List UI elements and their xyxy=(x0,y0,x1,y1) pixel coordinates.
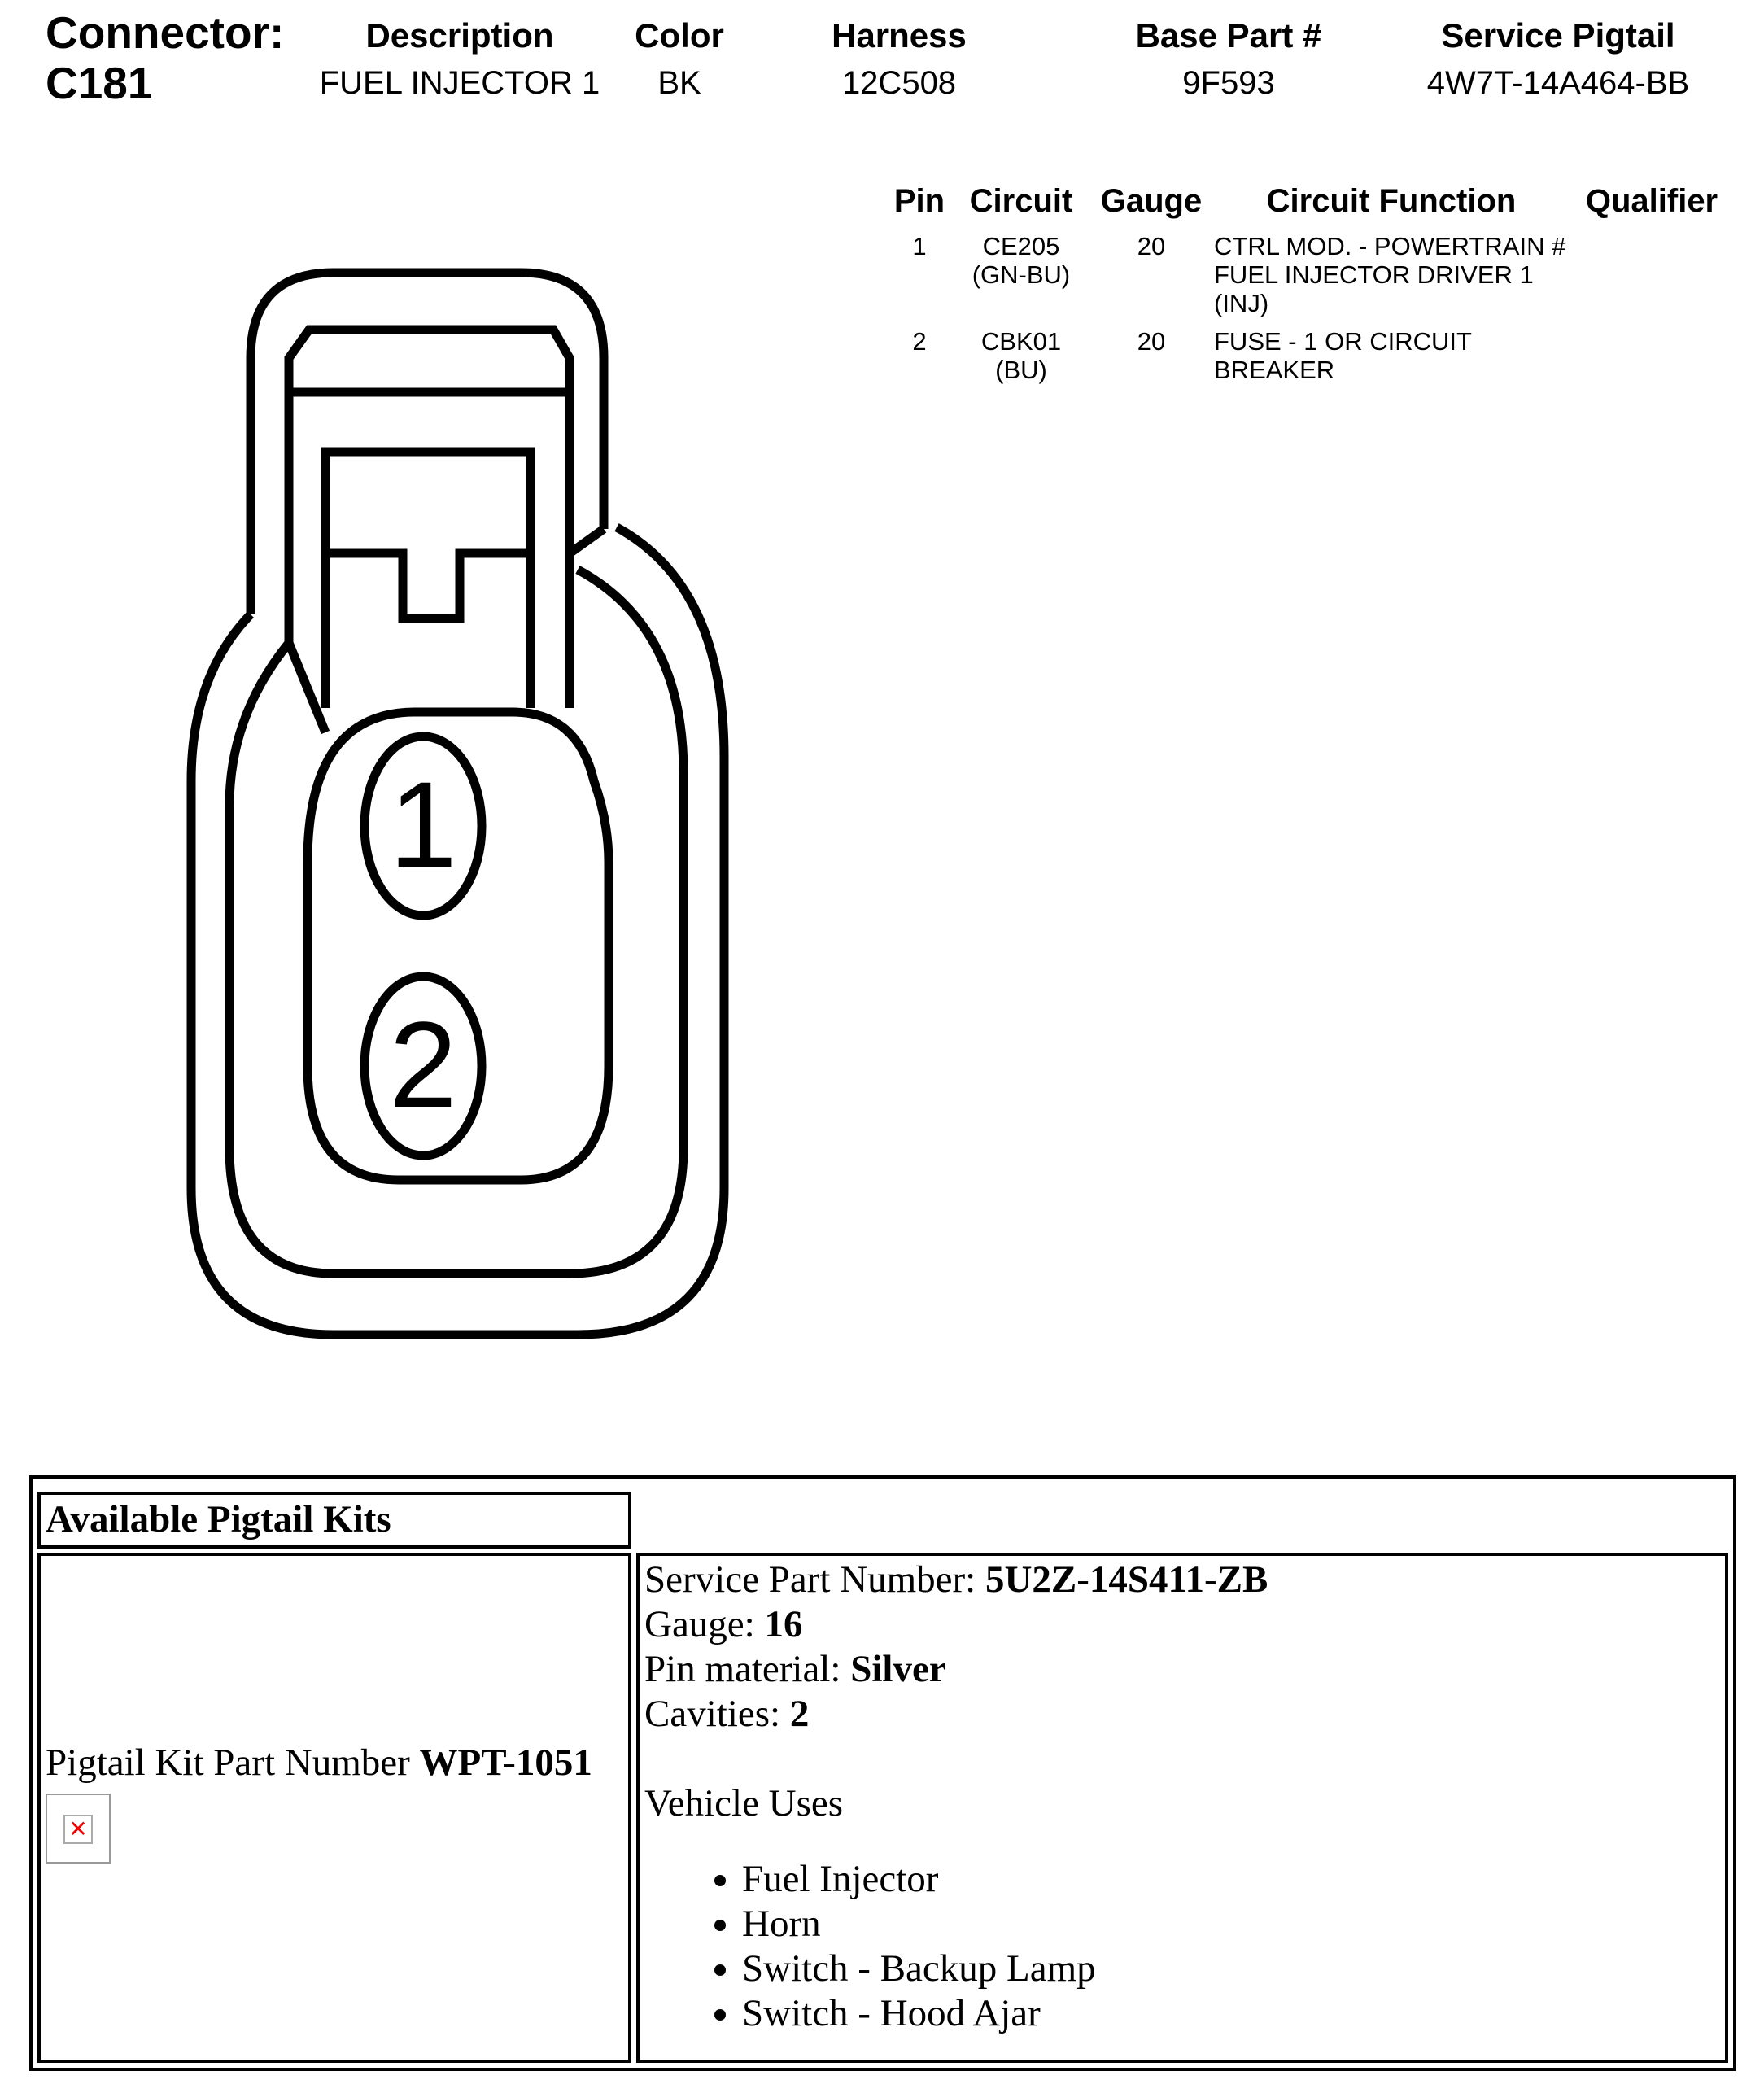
pin-cavity-housing xyxy=(308,712,609,1180)
gauge-value: 16 xyxy=(764,1603,803,1645)
list-item: • Switch - Hood Ajar xyxy=(742,1991,1096,2036)
pigtail-kit-label: Pigtail Kit Part Number xyxy=(46,1741,410,1784)
service-part-line xyxy=(644,1558,1268,1602)
pigtail-kit-line xyxy=(46,1741,592,1785)
header-value: 4W7T-14A464-BB xyxy=(1426,65,1690,101)
vehicle-uses-list xyxy=(644,1857,1096,2036)
pigtail-title-cell xyxy=(37,1492,631,1549)
pigtail-kit-number: WPT-1051 xyxy=(419,1741,592,1784)
qualifier-header: Qualifier xyxy=(1585,183,1718,219)
header-value: FUEL INJECTOR 1 xyxy=(319,65,600,101)
circuit-id: CBK01 xyxy=(980,327,1062,356)
pin-number: 1 xyxy=(912,232,927,260)
gauge-cell: 20 xyxy=(1137,327,1166,356)
circuit-cell xyxy=(960,327,1082,384)
gauge-line xyxy=(644,1602,802,1647)
list-item: • Horn xyxy=(742,1902,1096,1947)
connector-right-shell xyxy=(191,527,724,1335)
cavity-2-label: 2 xyxy=(389,996,457,1133)
pin-material-value: Silver xyxy=(850,1648,946,1690)
connector-face-diagram xyxy=(0,0,814,1383)
latch-tab xyxy=(325,553,531,618)
header-col-harness xyxy=(781,16,1017,102)
cavities-label: Cavities: xyxy=(644,1693,781,1735)
connector-outer-housing xyxy=(251,273,604,614)
header-col-base-part xyxy=(1098,16,1359,102)
header-value: 12C508 xyxy=(841,65,957,101)
pin-material-label: Pin material: xyxy=(644,1648,841,1690)
circuit-id: CE205 xyxy=(982,232,1060,260)
header-value: BK xyxy=(657,65,701,101)
broken-image-icon: ✕ xyxy=(46,1794,111,1864)
pigtail-kit-cell xyxy=(37,1553,631,2063)
header-col-service-pigtail xyxy=(1383,16,1733,102)
function-header: Circuit Function xyxy=(1266,183,1517,219)
function-cell: FUSE - 1 OR CIRCUIT BREAKER xyxy=(1214,327,1472,384)
circuit-color: (GN-BU) xyxy=(972,260,1071,289)
pin-header: Pin xyxy=(893,183,945,219)
service-part-value: 5U2Z-14S411-ZB xyxy=(985,1558,1268,1601)
gauge-cell: 20 xyxy=(1137,232,1166,260)
header-label: Harness xyxy=(832,16,967,55)
cavities-value: 2 xyxy=(789,1693,810,1735)
connector-label: Connector: xyxy=(46,7,285,58)
list-item: • Fuel Injector xyxy=(742,1857,1096,1902)
pigtail-details-cell xyxy=(636,1553,1728,2063)
header-label: Base Part # xyxy=(1135,16,1322,55)
service-part-label: Service Part Number: xyxy=(644,1558,976,1601)
gauge-header: Gauge xyxy=(1100,183,1203,219)
vehicle-uses-label: Vehicle Uses xyxy=(644,1782,844,1824)
header-label: Color xyxy=(635,16,724,55)
cavity-1-label: 1 xyxy=(389,756,457,893)
circuit-cell xyxy=(960,232,1082,289)
header-label: Service Pigtail xyxy=(1441,16,1675,55)
circuit-color: (BU) xyxy=(995,356,1047,384)
pigtail-title: Available Pigtail Kits xyxy=(46,1498,391,1540)
latch-window xyxy=(325,452,531,708)
gauge-label: Gauge: xyxy=(644,1603,755,1645)
pin-material-line xyxy=(644,1647,946,1692)
function-cell: CTRL MOD. - POWERTRAIN # FUEL INJECTOR DRIVER 1 (INJ) xyxy=(1214,232,1566,317)
list-item: • Switch - Backup Lamp xyxy=(742,1947,1096,1991)
cavities-line xyxy=(644,1692,809,1737)
header-value: 9F593 xyxy=(1182,65,1275,101)
header-label: Description xyxy=(365,16,554,55)
circuit-header: Circuit xyxy=(969,183,1073,219)
connector-id: C181 xyxy=(46,58,153,108)
pin-number: 2 xyxy=(912,327,927,356)
